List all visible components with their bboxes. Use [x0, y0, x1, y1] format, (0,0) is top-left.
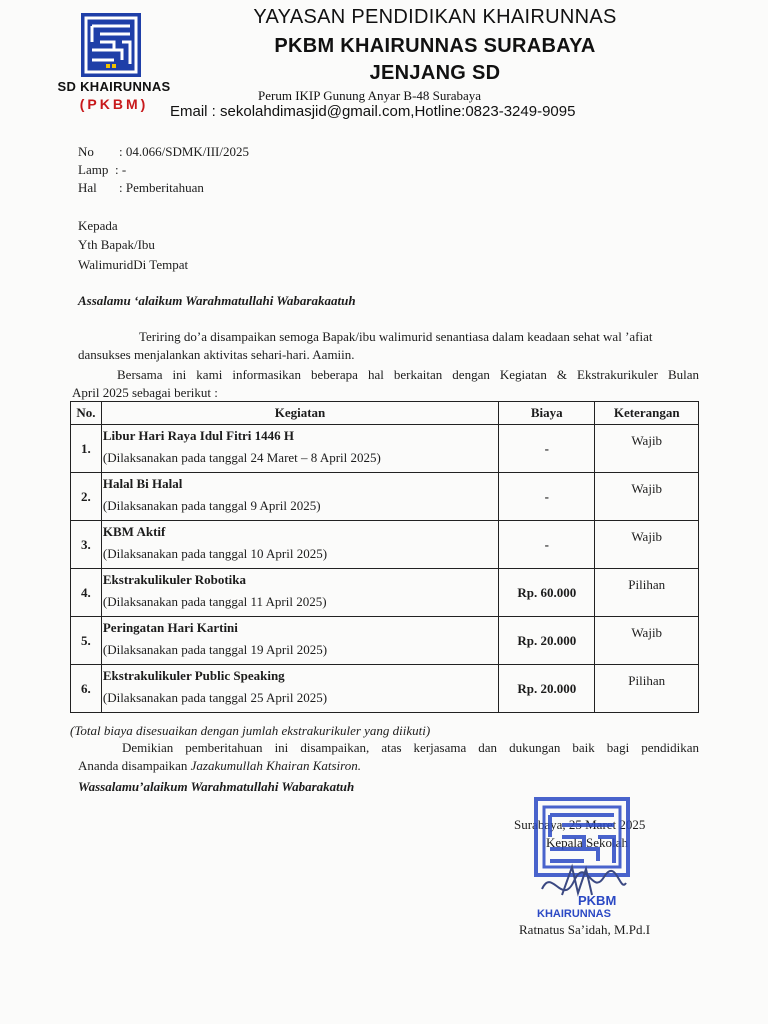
row-keterangan: [595, 521, 699, 569]
row-kegiatan: [101, 617, 498, 665]
closing-greeting: Wassalamu’alaikum Warahmatullahi Wabarakatuh: [78, 779, 355, 794]
activity-date-note: (Dilaksanakan pada tanggal 19 April 2025): [102, 642, 328, 657]
row-no: 4.: [71, 569, 102, 617]
keterangan-text: Pilihan: [628, 577, 666, 592]
row-keterangan: [595, 425, 699, 473]
paragraph-2-line-2: April 2025 sebagai berikut :: [72, 385, 218, 400]
closing-line-2-text: Ananda disampaikan: [78, 758, 191, 773]
meta-hal-value: : Pemberitahuan: [119, 180, 204, 195]
row-biaya: Rp. 60.000: [499, 569, 595, 617]
foundation-name: YAYASAN PENDIDIKAN KHAIRUNNAS: [253, 6, 617, 28]
row-no: 2.: [71, 473, 102, 521]
meta-lamp-value: : -: [115, 162, 127, 177]
table-row: [71, 617, 699, 665]
keterangan-text: Wajib: [631, 433, 663, 448]
paragraph-1-line-1: Teriring do’a disampaikan semoga Bapak/ibu walimurid senantiasa dalam keadaan sehat wal ’afiat: [139, 329, 653, 344]
institution-name: PKBM KHAIRUNNAS SURABAYA: [274, 35, 596, 57]
row-kegiatan: [101, 473, 498, 521]
table-row: [71, 473, 699, 521]
closing-line-1: Demikian pemberitahuan ini disampaikan, atas kerjasama dan dukungan baik bagi pendidikan: [122, 740, 699, 755]
opening-greeting: Assalamu ‘alaikum Warahmatullahi Wabarakaatuh: [78, 293, 356, 308]
recipient-line3: WalimuridDi Tempat: [78, 257, 189, 272]
paragraph-2-line-1: Bersama ini kami informasikan beberapa hal berkaitan dengan Kegiatan & Ekstrakurikuler Bulan: [117, 367, 699, 382]
meta-no-label: No: [78, 144, 94, 159]
row-biaya: -: [499, 473, 595, 521]
row-no: 6.: [71, 665, 102, 713]
keterangan-text: Wajib: [631, 529, 663, 544]
activity-date-note: (Dilaksanakan pada tanggal 9 April 2025): [102, 498, 321, 513]
row-keterangan: [595, 569, 699, 617]
signature-place-date: Surabaya, 25 Maret 2025: [514, 817, 646, 832]
table-header-row: [71, 402, 699, 425]
activity-title: Libur Hari Raya Idul Fitri 1446 H: [102, 428, 295, 443]
table-row: [71, 425, 699, 473]
activity-title: Ekstrakulikuler Public Speaking: [102, 668, 285, 683]
recipient-line2: Yth Bapak/Ibu: [78, 237, 155, 252]
header-keterangan: Keterangan: [595, 402, 699, 425]
activities-table: [70, 401, 699, 713]
keterangan-text: Wajib: [631, 625, 663, 640]
meta-no-value: : 04.066/SDMK/III/2025: [119, 144, 249, 159]
activity-title: Peringatan Hari Kartini: [102, 620, 238, 635]
cost-footnote: (Total biaya disesuaikan dengan jumlah ekstrakurikuler yang diikuti): [70, 723, 431, 738]
row-kegiatan: [101, 665, 498, 713]
row-no: 5.: [71, 617, 102, 665]
activity-date-note: (Dilaksanakan pada tanggal 11 April 2025): [102, 594, 327, 609]
header-biaya: Biaya: [499, 402, 595, 425]
school-address: Perum IKIP Gunung Anyar B-48 Surabaya: [258, 88, 482, 103]
activity-date-note: (Dilaksanakan pada tanggal 25 April 2025): [102, 690, 328, 705]
row-kegiatan: [101, 521, 498, 569]
school-level: JENJANG SD: [369, 62, 501, 84]
signature-role: Kepala Sekolah: [546, 835, 628, 850]
table-row: [71, 521, 699, 569]
closing-line-2: [78, 757, 361, 775]
stamp-text-2: KHAIRUNNAS: [537, 908, 611, 920]
stamp-text-1: PKBM: [578, 893, 617, 908]
row-kegiatan: [101, 425, 498, 473]
row-kegiatan: [101, 569, 498, 617]
paragraph-1-line-2: dansukses menjalankan aktivitas sehari-hari. Aamiin.: [78, 347, 355, 362]
activity-title: Ekstrakulikuler Robotika: [102, 572, 247, 587]
row-biaya: Rp. 20.000: [499, 617, 595, 665]
school-logo: [80, 12, 142, 78]
row-no: 3.: [71, 521, 102, 569]
closing-line-2-italic: Jazakumullah Khairan Katsiron.: [190, 758, 361, 773]
activity-date-note: (Dilaksanakan pada tanggal 10 April 2025): [102, 546, 328, 561]
row-biaya: -: [499, 425, 595, 473]
table-row: [71, 665, 699, 713]
recipient-line1: Kepada: [78, 218, 118, 233]
activity-date-note: (Dilaksanakan pada tanggal 24 Maret – 8 April 2025): [102, 450, 381, 465]
contact-line: Email : sekolahdimasjid@gmail.com,Hotline:0823-3249-9095: [170, 103, 576, 120]
row-no: 1.: [71, 425, 102, 473]
keterangan-text: Wajib: [631, 481, 663, 496]
row-biaya: -: [499, 521, 595, 569]
row-keterangan: [595, 473, 699, 521]
row-keterangan: [595, 617, 699, 665]
keterangan-text: Pilihan: [628, 673, 666, 688]
header-kegiatan: Kegiatan: [101, 402, 498, 425]
row-biaya: Rp. 20.000: [499, 665, 595, 713]
table-row: [71, 569, 699, 617]
header-no: No.: [71, 402, 102, 425]
activity-title: KBM Aktif: [102, 524, 166, 539]
logo-school-name: SD KHAIRUNNAS: [57, 79, 171, 94]
activity-title: Halal Bi Halal: [102, 476, 183, 491]
logo-school-sub: (PKBM): [79, 96, 149, 112]
signatory-name: Ratnatus Sa’idah, M.Pd.I: [519, 922, 651, 937]
meta-hal-label: Hal: [78, 180, 97, 195]
meta-lamp-label: Lamp: [78, 162, 109, 177]
row-keterangan: [595, 665, 699, 713]
